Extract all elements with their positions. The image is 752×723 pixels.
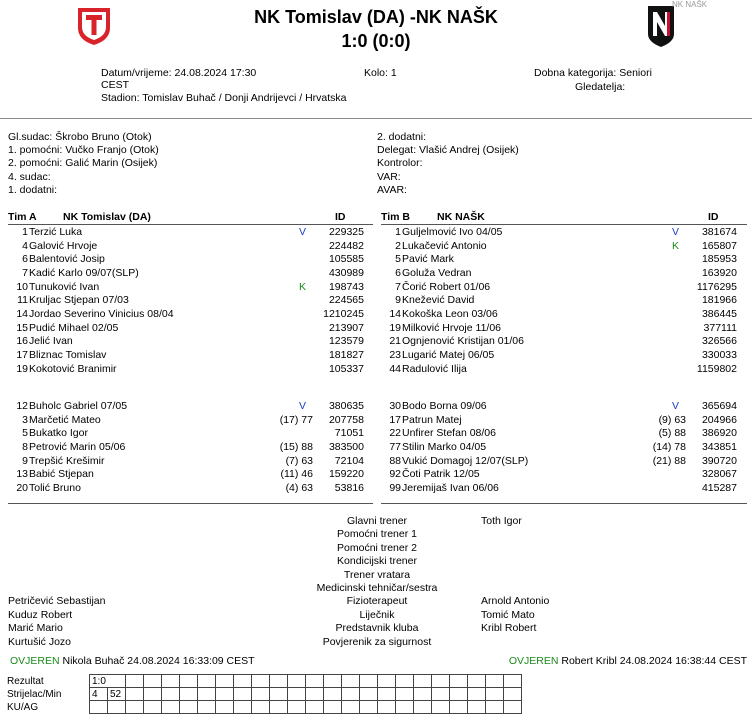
player-number: 5 bbox=[395, 253, 401, 266]
player-number: 7 bbox=[395, 280, 401, 293]
team-b-label: Tim B bbox=[381, 211, 410, 223]
player-id: 343851 bbox=[701, 440, 737, 453]
team-a-footer-line bbox=[8, 503, 373, 504]
player-number: 22 bbox=[389, 427, 401, 440]
player-number: 14 bbox=[16, 307, 28, 320]
result-cell bbox=[378, 701, 396, 714]
player-id: 377111 bbox=[703, 321, 737, 334]
player-id: 380635 bbox=[328, 400, 364, 412]
result-cell bbox=[342, 688, 360, 701]
result-table bbox=[5, 674, 522, 714]
player-id: 430989 bbox=[328, 266, 364, 279]
player-id: 224482 bbox=[328, 239, 364, 252]
player-number: 4 bbox=[22, 239, 28, 252]
age-category: Dobna kategorija: Seniori bbox=[534, 67, 652, 79]
result-cell bbox=[450, 701, 468, 714]
result-cell bbox=[324, 675, 342, 688]
result-cell bbox=[252, 701, 270, 714]
player-number: 3 bbox=[22, 413, 28, 426]
result-cell bbox=[198, 675, 216, 688]
result-cell bbox=[126, 675, 144, 688]
result-cell bbox=[126, 688, 144, 701]
match-title bbox=[0, 7, 752, 28]
staff-role-label: Liječnik bbox=[359, 608, 395, 621]
match-timezone: CEST bbox=[101, 79, 130, 91]
substitution-info: (11) 46 bbox=[280, 468, 313, 481]
result-row-label: KU/AG bbox=[7, 701, 39, 713]
player-id: 328067 bbox=[701, 468, 737, 481]
player-number: 19 bbox=[389, 321, 401, 334]
result-cell: 52 bbox=[108, 688, 126, 701]
player-id: 165807 bbox=[701, 239, 737, 252]
result-cell bbox=[378, 688, 396, 701]
player-name: Marčetić Mateo bbox=[29, 413, 101, 426]
player-name: Guljelmović Ivo 04/05 bbox=[402, 226, 503, 238]
player-id: 71051 bbox=[334, 427, 364, 440]
player-id: 213907 bbox=[328, 321, 364, 334]
result-cell bbox=[468, 701, 486, 714]
player-name: Buholc Gabriel 07/05 bbox=[29, 400, 128, 412]
result-cell bbox=[360, 675, 378, 688]
player-name: Goluža Vedran bbox=[402, 266, 472, 279]
verified-tag-left: OVJEREN bbox=[10, 655, 60, 667]
result-cell bbox=[432, 701, 450, 714]
team-a-staff-name: Petričević Sebastijan bbox=[8, 595, 106, 608]
player-name: Lugarić Matej 06/05 bbox=[402, 348, 495, 361]
player-name: Knežević David bbox=[402, 294, 475, 307]
player-name: Unfirer Stefan 08/06 bbox=[402, 427, 496, 440]
home-team-title: NK Tomislav (DA) bbox=[254, 7, 405, 27]
result-cell bbox=[270, 675, 288, 688]
match-stadium: Stadion: Tomislav Buhač / Donji Andrijevci / Hrvatska bbox=[101, 92, 347, 104]
player-id: 204966 bbox=[701, 413, 737, 426]
result-cell bbox=[450, 688, 468, 701]
player-id: 224565 bbox=[328, 294, 364, 307]
player-name: Balentović Josip bbox=[29, 253, 105, 266]
player-number: 10 bbox=[16, 280, 28, 293]
team-a-id-header: ID bbox=[335, 211, 346, 223]
player-name: Jeremijaš Ivan 06/06 bbox=[402, 481, 499, 494]
player-name: Jelić Ivan bbox=[29, 335, 73, 348]
player-number: 88 bbox=[389, 454, 401, 467]
player-name: Trepšić Krešimir bbox=[29, 454, 105, 467]
substitution-info: (4) 63 bbox=[285, 481, 313, 494]
player-number: 9 bbox=[395, 294, 401, 307]
result-cell bbox=[306, 701, 324, 714]
player-number: 30 bbox=[389, 400, 401, 412]
staff-role-label: Kondicijski trener bbox=[337, 555, 417, 568]
result-cell bbox=[180, 688, 198, 701]
staff-role-label: Medicinski tehničar/sestra bbox=[316, 582, 438, 594]
player-number: 6 bbox=[395, 266, 401, 279]
player-name: Bukatko Igor bbox=[29, 427, 88, 440]
team-b-staff-name: Tomić Mato bbox=[481, 608, 535, 621]
substitution-info: (5) 88 bbox=[658, 427, 686, 440]
player-id: 383500 bbox=[328, 440, 364, 453]
result-cell bbox=[198, 701, 216, 714]
player-number: 6 bbox=[22, 253, 28, 266]
player-number: 15 bbox=[16, 321, 28, 334]
result-cell bbox=[234, 688, 252, 701]
result-cell: 1:0 bbox=[90, 675, 126, 688]
result-cell bbox=[288, 688, 306, 701]
staff-role-label: Trener vratara bbox=[343, 568, 411, 581]
match-score: 1:0 (0:0) bbox=[341, 31, 411, 51]
result-cell bbox=[468, 675, 486, 688]
player-id: 415287 bbox=[701, 481, 737, 494]
result-row-label: Strijelac/Min bbox=[7, 688, 62, 700]
official-right-1: 2. dodatni: bbox=[377, 131, 427, 143]
player-number: 99 bbox=[389, 481, 401, 494]
result-cell bbox=[360, 701, 378, 714]
player-id: 53816 bbox=[334, 481, 364, 494]
player-id: 185953 bbox=[701, 253, 737, 266]
player-number: 13 bbox=[16, 468, 28, 481]
staff-role-label: Pomoćni trener 2 bbox=[337, 541, 417, 554]
player-name: Čorić Robert 01/06 bbox=[402, 280, 491, 293]
result-cell bbox=[288, 675, 306, 688]
team-b-footer-line bbox=[381, 503, 747, 504]
result-cell bbox=[450, 675, 468, 688]
result-cell bbox=[162, 675, 180, 688]
team-b-name: NK NAŠK bbox=[437, 211, 485, 223]
result-cell bbox=[432, 688, 450, 701]
result-row-label: Rezultat bbox=[7, 675, 44, 687]
player-number: 5 bbox=[22, 427, 28, 440]
substitution-info: (17) 77 bbox=[279, 413, 313, 426]
player-number: 19 bbox=[16, 362, 28, 375]
official-right-3: Kontrolor: bbox=[377, 157, 423, 169]
player-number: 17 bbox=[16, 348, 28, 361]
title-separator: - bbox=[409, 7, 416, 27]
player-id: 181827 bbox=[328, 348, 364, 361]
player-id: 326566 bbox=[701, 335, 737, 348]
player-id: 386920 bbox=[701, 427, 737, 440]
result-cell bbox=[486, 688, 504, 701]
player-number: 23 bbox=[389, 348, 401, 361]
result-row bbox=[5, 675, 522, 688]
player-name: Tolić Bruno bbox=[29, 481, 81, 494]
player-id: 1176295 bbox=[696, 280, 737, 293]
substitution-info: (9) 63 bbox=[658, 413, 686, 426]
official-left-2: 1. pomoćni: Vučko Franjo (Otok) bbox=[8, 144, 159, 156]
player-id: 381674 bbox=[701, 226, 737, 238]
team-a-staff-name: Marić Mario bbox=[8, 622, 63, 635]
result-cell bbox=[252, 675, 270, 688]
team-a-label: Tim A bbox=[8, 211, 37, 223]
official-left-3: 2. pomoćni: Galić Marin (Osijek) bbox=[8, 157, 158, 169]
player-name: Kruljac Stjepan 07/03 bbox=[29, 294, 129, 307]
player-name: Galović Hrvoje bbox=[29, 239, 98, 252]
player-id: 229325 bbox=[328, 226, 364, 238]
result-cell bbox=[90, 701, 108, 714]
player-name: Patrun Matej bbox=[402, 413, 462, 426]
player-id: 365694 bbox=[701, 400, 737, 412]
player-name: Ognjenović Kristijan 01/06 bbox=[402, 335, 524, 348]
verify-right-text: Robert Kribl 24.08.2024 16:38:44 CEST bbox=[561, 655, 747, 667]
verify-right bbox=[509, 655, 747, 667]
player-id: 105337 bbox=[328, 362, 364, 375]
result-cell bbox=[432, 675, 450, 688]
result-cell bbox=[324, 688, 342, 701]
player-name: Babić Stjepan bbox=[29, 468, 94, 481]
player-id: 163920 bbox=[701, 266, 737, 279]
result-cell bbox=[126, 701, 144, 714]
player-number: 1 bbox=[22, 226, 28, 238]
player-name: Jordao Severino Vinicius 08/04 bbox=[29, 307, 174, 320]
result-cell bbox=[270, 688, 288, 701]
result-cell bbox=[396, 701, 414, 714]
official-left-5: 1. dodatni: bbox=[8, 184, 58, 196]
result-cell bbox=[342, 675, 360, 688]
result-cell bbox=[396, 688, 414, 701]
player-id: 390720 bbox=[701, 454, 737, 467]
verified-tag-right: OVJEREN bbox=[508, 655, 559, 667]
team-a-staff-name: Kuduz Robert bbox=[8, 608, 73, 621]
result-cell bbox=[180, 675, 198, 688]
player-number: 14 bbox=[389, 307, 401, 320]
player-name: Bodo Borna 09/06 bbox=[402, 400, 487, 412]
result-cell bbox=[144, 688, 162, 701]
player-name: Milković Hrvoje 11/06 bbox=[402, 321, 502, 334]
player-name: Kokotović Branimir bbox=[29, 362, 117, 375]
result-cell bbox=[306, 675, 324, 688]
player-id: 159220 bbox=[328, 468, 364, 481]
match-datetime: Datum/vrijeme: 24.08.2024 17:30 bbox=[101, 67, 257, 79]
team-b-staff-name: Kribl Robert bbox=[481, 622, 537, 635]
result-cell bbox=[414, 675, 432, 688]
team-b-staff-name: Arnold Antonio bbox=[481, 595, 550, 608]
result-row bbox=[5, 688, 522, 701]
staff-role-label: Fizioterapeut bbox=[346, 595, 408, 608]
result-cell bbox=[252, 688, 270, 701]
player-role-mark: V bbox=[672, 400, 680, 412]
player-id: 198743 bbox=[328, 280, 364, 293]
result-cell bbox=[504, 688, 522, 701]
match-round: Kolo: 1 bbox=[364, 67, 397, 79]
team-a-staff-name: Kurtušić Jozo bbox=[8, 635, 72, 648]
player-id: 105585 bbox=[328, 253, 364, 266]
result-cell bbox=[468, 688, 486, 701]
away-logo-caption: NK NAŠK bbox=[672, 0, 708, 9]
team-a-header-line bbox=[8, 224, 373, 225]
team-b-id-header: ID bbox=[708, 211, 719, 223]
player-number: 1 bbox=[395, 226, 401, 238]
team-b-staff-name: Toth Igor bbox=[481, 515, 522, 527]
official-right-4: VAR: bbox=[377, 171, 401, 183]
result-cell bbox=[234, 675, 252, 688]
player-role-mark: K bbox=[672, 239, 680, 252]
result-cell bbox=[198, 688, 216, 701]
result-row bbox=[5, 701, 522, 714]
player-role-mark: V bbox=[299, 226, 307, 238]
player-number: 21 bbox=[389, 335, 401, 348]
player-number: 2 bbox=[395, 239, 401, 252]
player-name: Vukić Domagoj 12/07(SLP) bbox=[402, 454, 529, 467]
player-number: 11 bbox=[17, 294, 28, 307]
result-cell bbox=[486, 675, 504, 688]
player-number: 16 bbox=[16, 335, 28, 348]
substitution-info: (14) 78 bbox=[652, 440, 686, 453]
substitution-info: (21) 88 bbox=[652, 454, 686, 467]
player-number: 77 bbox=[389, 440, 401, 453]
verify-left-text: Nikola Buhač 24.08.2024 16:33:09 CEST bbox=[62, 655, 255, 667]
player-name: Radulović Ilija bbox=[402, 362, 467, 375]
player-number: 12 bbox=[16, 400, 28, 412]
result-cell bbox=[504, 701, 522, 714]
result-cell bbox=[216, 701, 234, 714]
result-cell bbox=[486, 701, 504, 714]
result-cell bbox=[144, 675, 162, 688]
player-name: Kokoška Leon 03/06 bbox=[402, 307, 498, 320]
player-number: 9 bbox=[22, 454, 28, 467]
official-left-4: 4. sudac: bbox=[8, 171, 51, 183]
team-b-header-line bbox=[381, 224, 747, 225]
result-cell bbox=[414, 688, 432, 701]
result-cell bbox=[324, 701, 342, 714]
result-cell bbox=[144, 701, 162, 714]
team-a-name: NK Tomislav (DA) bbox=[63, 211, 151, 223]
player-name: Kadić Karlo 09/07(SLP) bbox=[29, 266, 139, 279]
result-cell bbox=[288, 701, 306, 714]
result-cell bbox=[162, 701, 180, 714]
result-cell bbox=[270, 701, 288, 714]
result-cell bbox=[180, 701, 198, 714]
divider bbox=[0, 118, 752, 119]
result-cell bbox=[378, 675, 396, 688]
staff-role-label: Glavni trener bbox=[346, 515, 408, 527]
player-number: 8 bbox=[22, 440, 28, 453]
player-name: Terzić Luka bbox=[29, 226, 83, 238]
official-right-5: AVAR: bbox=[377, 184, 407, 196]
player-name: Stilin Marko 04/05 bbox=[402, 440, 487, 453]
result-cell bbox=[414, 701, 432, 714]
player-id: 181966 bbox=[701, 294, 737, 307]
player-id: 123579 bbox=[328, 335, 364, 348]
away-team-title: NK NAŠK bbox=[415, 7, 498, 27]
player-id: 330033 bbox=[701, 348, 737, 361]
player-id: 1210245 bbox=[323, 307, 364, 320]
official-right-2: Delegat: Vlašić Andrej (Osijek) bbox=[377, 144, 519, 156]
official-left-1: Gl.sudac: Škrobo Bruno (Otok) bbox=[8, 131, 152, 143]
result-cell bbox=[216, 675, 234, 688]
substitution-info: (15) 88 bbox=[279, 440, 313, 453]
staff-role-label: Predstavnik kluba bbox=[335, 622, 419, 635]
player-name: Tunuković Ivan bbox=[29, 280, 100, 293]
player-number: 20 bbox=[16, 481, 28, 494]
verify-left bbox=[10, 655, 255, 667]
result-cell bbox=[396, 675, 414, 688]
player-id: 1159802 bbox=[696, 362, 737, 375]
result-cell bbox=[504, 675, 522, 688]
player-number: 92 bbox=[389, 468, 401, 481]
result-cell bbox=[108, 701, 126, 714]
player-id: 386445 bbox=[701, 307, 737, 320]
player-role-mark: V bbox=[672, 226, 680, 238]
player-name: Pavić Mark bbox=[402, 253, 454, 266]
player-id: 72104 bbox=[334, 454, 364, 467]
staff-role-label: Pomoćni trener 1 bbox=[337, 528, 417, 541]
player-role-mark: K bbox=[299, 280, 307, 293]
player-name: Čoti Patrik 12/05 bbox=[402, 468, 480, 481]
player-number: 7 bbox=[22, 266, 28, 279]
result-cell bbox=[360, 688, 378, 701]
result-cell: 4 bbox=[90, 688, 108, 701]
spectators: Gledatelja: bbox=[575, 81, 626, 93]
player-role-mark: V bbox=[299, 400, 307, 412]
player-name: Petrović Marin 05/06 bbox=[29, 440, 126, 453]
result-cell bbox=[216, 688, 234, 701]
player-name: Lukačević Antonio bbox=[402, 239, 487, 252]
result-cell bbox=[234, 701, 252, 714]
player-number: 17 bbox=[389, 413, 401, 426]
staff-role-label: Povjerenik za sigurnost bbox=[322, 635, 432, 648]
result-cell bbox=[162, 688, 180, 701]
player-name: Bliznac Tomislav bbox=[29, 348, 107, 361]
player-name: Pudić Mihael 02/05 bbox=[29, 321, 119, 334]
player-id: 207758 bbox=[328, 413, 364, 426]
result-cell bbox=[306, 688, 324, 701]
player-number: 44 bbox=[389, 362, 401, 375]
substitution-info: (7) 63 bbox=[285, 454, 313, 467]
result-cell bbox=[342, 701, 360, 714]
